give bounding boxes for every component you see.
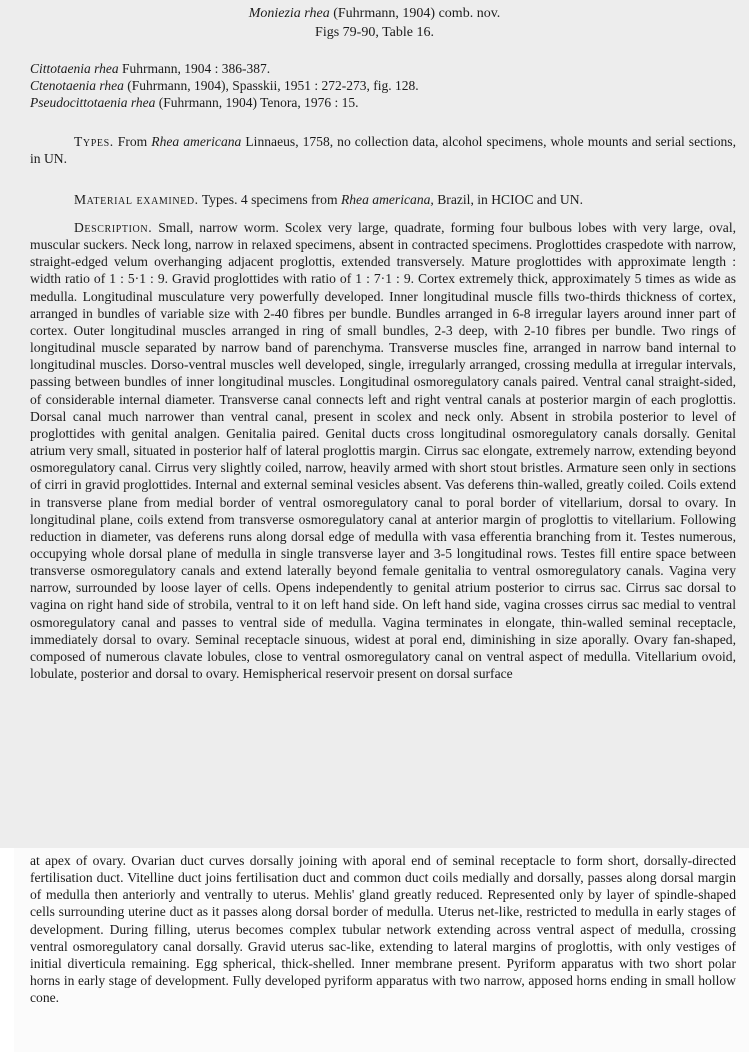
continuation-text: at apex of ovary. Ovarian duct curves dorsally joining with aporal end of seminal receptacle to form short, dorsally-directed fertilisation duct. Vitelline duct joins fertilisation duct and common duct coils medially and dorsally, passes along dorsal margin of medulla then anteriorly and ventrally to uterus. Mehlis' gland greatly reduced. Represented only by layer of spindle-shaped cells surrounding uterine duct as it passes along dorsal border of medulla. Uterus net-like, restricted to medulla in early stages of development. During filling, uterus becomes complex tubular network extending across ventral aspect of medulla, crossing ventral osmoregulatory canal dorsally. Gravid uterus sac-like, extending to lateral margins of proglottis, with only vestiges of initial diverticula remaining. Egg spherical, thick-shelled. Inner membrane present. Pyriform apparatus with two short polar horns in early stage of development. Fully developed pyriform apparatus with two narrow, apposed horns ending in small hollow cone. <box>30 853 736 1006</box>
synonym-entry <box>30 60 730 77</box>
description-heading: Description. <box>74 220 153 235</box>
synonym-name: Cittotaenia rhea <box>30 61 119 76</box>
types-text-post: Linnaeus, 1758, no collection data, alcohol specimens, whole mounts and serial sections, in UN. <box>30 134 737 167</box>
synonym-entry <box>30 94 730 111</box>
species-authority: (Fuhrmann, 1904) comb. nov. <box>333 6 501 21</box>
material-text-pre: Types. 4 specimens from <box>201 192 338 207</box>
synonymy-list <box>30 60 730 111</box>
species-name: Moniezia rhea <box>248 6 330 21</box>
synonym-citation: (Fuhrmann, 1904) Tenora, 1976 : 15. <box>158 95 359 110</box>
species-header <box>0 4 749 42</box>
material-heading: Material examined. <box>74 192 199 207</box>
types-heading: Types. <box>74 134 114 149</box>
description-text: Small, narrow worm. Scolex very large, quadrate, forming four bulbous lobes with very large, oval, muscular suckers. Neck long, narrow in relaxed specimens, absent in contracted specimens. Proglottides craspedote with narrow, straight-edged velum overhanging adjacent proglottis, extended transversely. Mature proglottides with approximate length : width ratio of 1 : 5·1 : 9. Gravid proglottides with ratio of 1 : 7·1 : 9. Cortex extremely thick, approximately 5 times as wide as medulla. Longitudinal musculature very powerfully developed. Inner longitudinal muscle fills two-thirds thickness of cortex, arranged in bundles of variable size with 2-40 fibres per bundle. Bundles arranged in 6-8 irregular layers around inner part of cortex. Outer longitudinal muscles arranged in ring of small bundles, 2-3 deep, with 2-10 fibres per bundle. Two rings of longitudinal muscle separated by narrow band of parenchyma. Transverse muscles fine, arranged in narrow band internal to longitudinal muscles. Dorso-ventral muscles well developed, single, irregularly arranged, crossing medulla at irregular intervals, passing between bundles of inner longitudinal muscles. Longitudinal osmoregulatory canals paired. Ventral canal straight-sided, of considerable internal diameter. Transverse canal connects left and right ventral canals at posterior margin of each proglottis. Dorsal canal much narrower than ventral canal, present in scolex and neck only. Absent in strobila posterior to level of proglottides with genital analgen. Genitalia paired. Genital ducts cross longitudinal osmoregulatory canals dorsally. Genital atrium very small, situated in posterior half of lateral proglottis margin. Cirrus sac elongate, extremely narrow, extending beyond osmoregulatory canal. Cirrus very slightly coiled, narrow, heavily armed with short stout bristles. Armature seen only in sections of cirri in gravid proglottides. Internal and external seminal vesicles absent. Vas deferens thin-walled, greatly coiled. Coils extend in transverse plane from medial border of ventral osmoregulatory canal to poral border of vitellarium, dorsal to ovary. In longitudinal plane, coils extend from transverse osmoregulatory canal at anterior margin of proglottis to vitellarium. Following reduction in diameter, vas deferens runs along dorsal edge of medulla with vasa efferentia branching from it. Testes numerous, occupying whole dorsal plane of medulla in single transverse layer and 3-5 longitudinal rows. Testes fill entire space between transverse osmoregulatory canals and extend laterally beyond female genitalia to ventral osmoregulatory canals. Vagina very narrow, surrounded by loose layer of cells. Opens independently to genital atrium posterior to cirrus sac. Cirrus sac dorsal to vagina on right hand side of strobila, ventral to it on left hand side. On left hand side, vagina crosses cirrus sac medial to ventral osmoregulatory canal and passes to ventral side of medulla. Vagina terminates in elongate, thin-walled seminal receptacle, immediately dorsal to ovary. Seminal receptacle sinuous, widest at poral end, diminishing in size aporally. Ovary fan-shaped, composed of numerous clavate lobules, close to ventral osmoregulatory canal on ventral aspect of medulla. Vitellarium ovoid, lobulate, posterior and dorsal to ovary. Hemispherical reservoir present on dorsal surface <box>30 220 736 682</box>
material-paragraph <box>30 191 736 208</box>
description-paragraph <box>30 219 736 847</box>
synonym-citation: (Fuhrmann, 1904), Spasskii, 1951 : 272-273, fig. 128. <box>127 78 419 93</box>
synonym-name: Pseudocittotaenia rhea <box>30 95 156 110</box>
synonym-name: Ctenotaenia rhea <box>30 78 124 93</box>
synonym-entry <box>30 77 730 94</box>
types-paragraph <box>30 133 736 167</box>
material-text-post: Brazil, in HCIOC and UN. <box>437 192 583 207</box>
material-host: Rhea americana, <box>340 192 434 207</box>
species-title <box>0 4 749 23</box>
synonym-citation: Fuhrmann, 1904 : 386-387. <box>122 61 271 76</box>
types-text-pre: From <box>117 134 148 149</box>
types-host: Rhea americana <box>151 134 242 149</box>
figure-reference: Figs 79-90, Table 16. <box>315 25 434 40</box>
description-continuation <box>30 852 736 1048</box>
